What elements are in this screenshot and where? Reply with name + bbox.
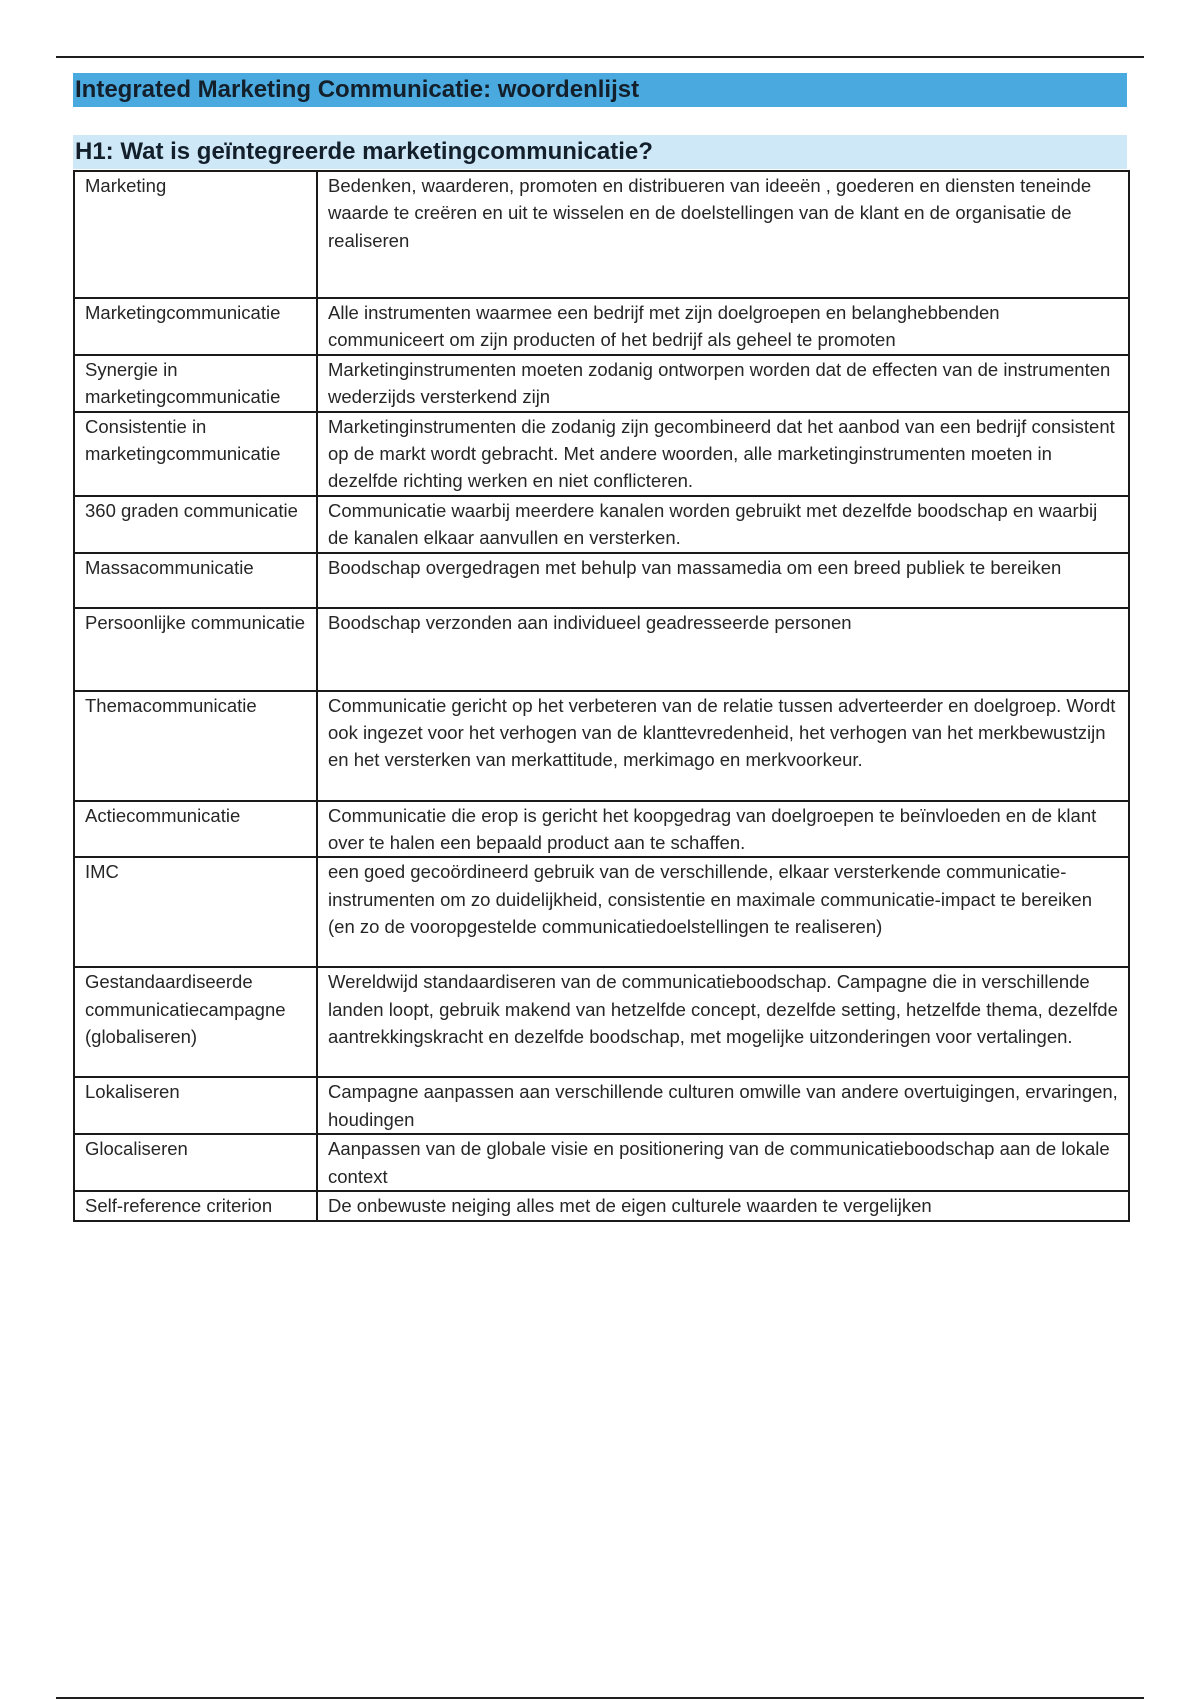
header-rule xyxy=(56,56,1144,58)
glossary-term: Synergie in marketingcommunicatie xyxy=(74,355,317,412)
glossary-definition: Marketinginstrumenten moeten zodanig ontworpen worden dat de effecten van de instrumenten wederzijds versterkend zijn xyxy=(317,355,1129,412)
glossary-definition: Campagne aanpassen aan verschillende culturen omwille van andere overtuigingen, ervaringen, houdingen xyxy=(317,1077,1129,1134)
glossary-term: Lokaliseren xyxy=(74,1077,317,1134)
glossary-definition: Alle instrumenten waarmee een bedrijf met zijn doelgroepen en belanghebbenden communiceert om zijn producten of het bedrijf als geheel te promoten xyxy=(317,298,1129,355)
glossary-row xyxy=(74,1134,1129,1191)
glossary-table xyxy=(73,170,1130,1222)
document-title: Integrated Marketing Communicatie: woordenlijst xyxy=(73,73,1127,107)
glossary-row xyxy=(74,553,1129,608)
glossary-row xyxy=(74,967,1129,1077)
glossary-term: 360 graden communicatie xyxy=(74,496,317,553)
glossary-definition: Boodschap overgedragen met behulp van massamedia om een breed publiek te bereiken xyxy=(317,553,1129,608)
glossary-definition: Communicatie die erop is gericht het koopgedrag van doelgroepen te beïnvloeden en de klant over te halen een bepaald product aan te schaffen. xyxy=(317,801,1129,858)
glossary-row xyxy=(74,691,1129,801)
glossary-row xyxy=(74,801,1129,858)
glossary-row xyxy=(74,355,1129,412)
glossary-definition: Communicatie gericht op het verbeteren van de relatie tussen adverteerder en doelgroep. Wordt ook ingezet voor het verhogen van de klanttevredenheid, het verhogen van het merkbewustzijn en het versterken van merkattitude, merkimago en merkvoorkeur. xyxy=(317,691,1129,801)
glossary-definition: Communicatie waarbij meerdere kanalen worden gebruikt met dezelfde boodschap en waarbij de kanalen elkaar aanvullen en versterken. xyxy=(317,496,1129,553)
glossary-term: Persoonlijke communicatie xyxy=(74,608,317,691)
glossary-row xyxy=(74,1077,1129,1134)
section-heading: H1: Wat is geïntegreerde marketingcommunicatie? xyxy=(73,135,1127,169)
glossary-term: Actiecommunicatie xyxy=(74,801,317,858)
glossary-definition: Wereldwijd standaardiseren van de communicatieboodschap. Campagne die in verschillende landen loopt, gebruik makend van hetzelfde concept, dezelfde setting, hetzelfde thema, dezelfde aantrekkingskracht en dezelfde boodschap, met mogelijke uitzonderingen voor vertalingen. xyxy=(317,967,1129,1077)
glossary-row xyxy=(74,608,1129,691)
glossary-row xyxy=(74,412,1129,496)
glossary-definition: Marketinginstrumenten die zodanig zijn gecombineerd dat het aanbod van een bedrijf consistent op de markt wordt gebracht. Met andere woorden, alle marketinginstrumenten moeten in dezelfde richting werken en niet conflicteren. xyxy=(317,412,1129,496)
glossary-term: Consistentie in marketingcommunicatie xyxy=(74,412,317,496)
glossary-term: IMC xyxy=(74,857,317,967)
glossary-term: Glocaliseren xyxy=(74,1134,317,1191)
glossary-term: Massacommunicatie xyxy=(74,553,317,608)
glossary-row xyxy=(74,1191,1129,1220)
glossary-definition: Bedenken, waarderen, promoten en distribueren van ideeën , goederen en diensten teneinde waarde te creëren en uit te wisselen en de doelstellingen van de klant en de organisatie de realiseren xyxy=(317,171,1129,298)
glossary-definition: een goed gecoördineerd gebruik van de verschillende, elkaar versterkende communicatie-instrumenten om zo duidelijkheid, consistentie en maximale communicatie-impact te bereiken (en zo de vooropgestelde communicatiedoelstellingen te realiseren) xyxy=(317,857,1129,967)
glossary-term: Self-reference criterion xyxy=(74,1191,317,1220)
glossary-row xyxy=(74,298,1129,355)
glossary-row xyxy=(74,496,1129,553)
footer-rule xyxy=(56,1697,1144,1699)
glossary-term: Themacommunicatie xyxy=(74,691,317,801)
glossary-row xyxy=(74,171,1129,298)
glossary-definition: Boodschap verzonden aan individueel geadresseerde personen xyxy=(317,608,1129,691)
glossary-term: Marketing xyxy=(74,171,317,298)
glossary-term: Marketingcommunicatie xyxy=(74,298,317,355)
glossary-definition: Aanpassen van de globale visie en positionering van de communicatieboodschap aan de lokale context xyxy=(317,1134,1129,1191)
glossary-row xyxy=(74,857,1129,967)
glossary-term: Gestandaardiseerde communicatiecampagne (globaliseren) xyxy=(74,967,317,1077)
glossary-definition: De onbewuste neiging alles met de eigen culturele waarden te vergelijken xyxy=(317,1191,1129,1220)
